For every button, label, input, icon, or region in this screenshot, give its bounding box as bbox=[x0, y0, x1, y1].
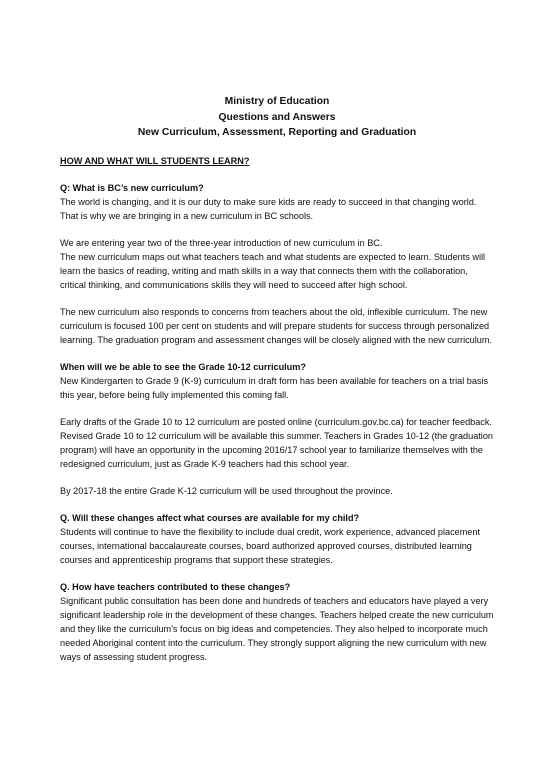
document-title bbox=[60, 94, 494, 141]
qa-block-new-curriculum bbox=[60, 181, 494, 347]
answer-paragraph: The new curriculum maps out what teachers teach and what students are expected to learn. Students will learn the basics of reading, writing and math skills in a way that connects them with the collaboration, critical thinking, and communications skills they will need to succeed after high school. bbox=[60, 251, 486, 290]
question: When will we be able to see the Grade 10-12 curriculum? bbox=[60, 361, 306, 372]
answer-paragraph: The world is changing, and it is our duty to make sure kids are ready to succeed in that changing world. That is why we are bringing in a new curriculum in BC schools. bbox=[60, 196, 477, 221]
qa-block-courses bbox=[60, 511, 494, 567]
question: Q. How have teachers contributed to these changes? bbox=[60, 581, 291, 592]
question: Q: What is BC’s new curriculum? bbox=[60, 182, 204, 193]
section-heading: HOW AND WHAT WILL STUDENTS LEARN? bbox=[60, 155, 250, 166]
answer-paragraph: We are entering year two of the three-year introduction of new curriculum in BC. bbox=[60, 237, 383, 248]
question: Q. Will these changes affect what courses are available for my child? bbox=[60, 512, 360, 523]
title-questions-answers: Questions and Answers bbox=[218, 111, 336, 123]
title-subject: New Curriculum, Assessment, Reporting and Graduation bbox=[137, 127, 417, 139]
answer-paragraph: By 2017-18 the entire Grade K-12 curriculum will be used throughout the province. bbox=[60, 485, 393, 496]
qa-block-teachers bbox=[60, 580, 494, 664]
qa-block-grade-10-12 bbox=[60, 360, 494, 498]
title-ministry: Ministry of Education bbox=[224, 96, 330, 107]
answer-paragraph: Significant public consultation has been done and hundreds of teachers and educators have played a very significant leadership role in the development of these changes. Teachers helped create the new curriculum and they like the curriculum’s focus on big ideas and competencies. They also helped to incorporate much needed Aboriginal content into the curriculum. They strongly support aligning the new curriculum with new ways of assessing student progress. bbox=[60, 595, 494, 662]
document-body bbox=[60, 94, 494, 677]
answer-paragraph: Early drafts of the Grade 10 to 12 curriculum are posted online (curriculum.gov.bc.ca) for teacher feedback. Revised Grade 10 to 12 curriculum will be available this summer. Teachers in Grades 10-12 (the graduation program) will have an opportunity in the upcoming 2016/17 school year to familiarize themselves with the redesigned curriculum, just as Grade K-9 teachers had this school year. bbox=[60, 416, 493, 469]
answer-paragraph: New Kindergarten to Grade 9 (K-9) curriculum in draft form has been available for teachers on a trial basis this year, before being fully implemented this coming fall. bbox=[60, 375, 489, 400]
answer-paragraph: Students will continue to have the flexibility to include dual credit, work experience, advanced placement courses, international baccalaureate courses, board authorized approved courses, distributed learning courses and apprenticeship programs that support these strategies. bbox=[60, 526, 480, 565]
answer-paragraph: The new curriculum also responds to concerns from teachers about the old, inflexible curriculum. The new curriculum is focused 100 per cent on students and will prepare students for success through personalized learning. The graduation program and assessment changes will be closely aligned with the new curriculum. bbox=[60, 306, 492, 345]
